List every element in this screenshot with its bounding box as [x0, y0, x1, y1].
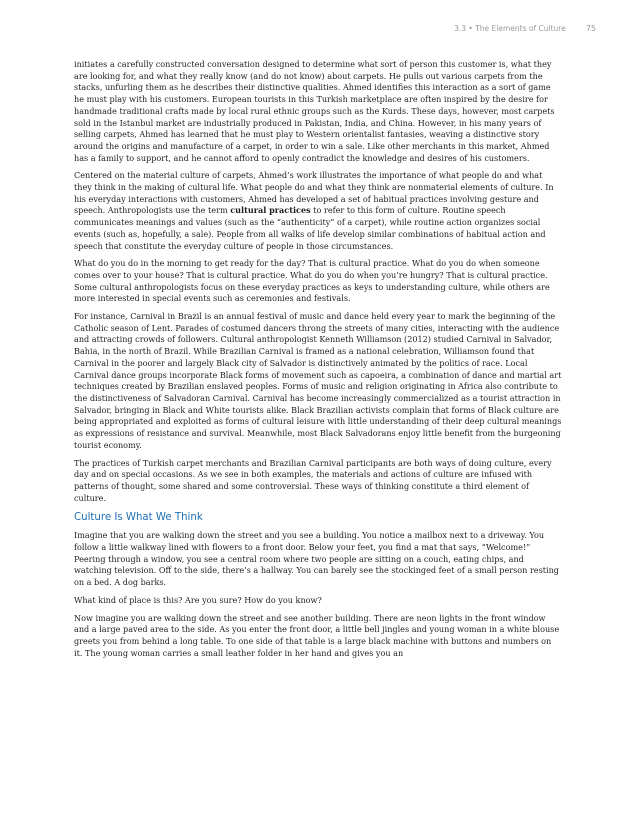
- running-header-section: 3.3 • The Elements of Culture: [454, 24, 566, 33]
- page-number: 75: [585, 24, 596, 33]
- paragraph-cultural-practices: [74, 170, 562, 252]
- paragraph-carpet-conversation: initiates a carefully constructed conversation designed to determine what sort of person this customer is, what they are looking for, and what they really know (and do not know) about carpets. He pulls out various carpets from the stacks, unfurling them as he describes their distinctive qualities. Ahmed identifies this interaction as a sort of game he must play with his customers. European tourists in this Turkish marketplace are often inspired by the desire for handmade traditional crafts made by local rural ethnic groups such as the Kurds. These days, however, most carpets sold in the Istanbul market are industrially produced in Pakistan, India, and China. However, in his many years of selling carpets, Ahmed has learned that he must play to Western orientalist fantasies, weaving a distinctive story around the origins and manufacture of a carpet, in order to win a sale. Like other merchants in this market, Ahmed has a family to support, and he cannot afford to openly contradict the knowledge and desires of his customers.: [74, 59, 555, 163]
- paragraph-doing-culture: The practices of Turkish carpet merchants and Brazilian Carnival participants are both ways of doing culture, every day and on special occasions. As we see in both examples, the materials and actions of culture are infused with patterns of thought, some shared and some controversial. These ways of thinking constitute a third element of culture.: [74, 457, 552, 503]
- running-header: [454, 24, 596, 33]
- paragraph-first-building: Imagine that you are walking down the street and you see a building. You notice a mailbox next to a driveway. You follow a little walkway lined with flowers to a front door. Below your feet, you find a mat that says, “Welcome!” Peering through a window, you see a central room where two people are sitting on a couch, eating chips, and watching television. Off to the side, there’s a hallway. You can barely see the stockinged feet of a small person resting on a bed. A dog barks.: [74, 530, 559, 588]
- key-term-cultural-practices: cultural practices: [230, 205, 311, 216]
- paragraph-carnival: For instance, Carnival in Brazil is an annual festival of music and dance held every year to mark the beginning of the Catholic season of Lent. Parades of costumed dancers throng the streets of many cities, interacting with the audience and attracting crowds of followers. Cultural anthropologist Kenneth Williamson (2012) studied Carnival in Salvador, Bahia, in the north of Brazil. While Brazilian Carnival is framed as a national celebration, Williamson found that Carnival in the poorer and largely Black city of Salvador is distinctively animated by the politics of race. Local Carnival dance groups incorporate Black forms of movement such as capoeira, a combination of dance and martial art techniques created by Brazilian enslaved peoples. Forms of music and religion originating in Africa also contribute to the distinctiveness of Salvadoran Carnival. Carnival has become increasingly commercialized as a tourist attraction in Salvador, bringing in Black and White tourists alike. Black Brazilian activists complain that forms of Black culture are being appropriated and exploited as forms of cultural leisure with little understanding of their deep cultural meanings as expressions of resistance and survival. Meanwhile, most Black Salvadorans enjoy little benefit from the burgeoning tourist economy.: [74, 311, 562, 450]
- paragraph-text: to refer to this form of culture. Routine speech communicates meanings and values (such as the “authenticity” of a carpet), while routine action organizes social events (such as, hopefully, a sale). People from all walks of life develop similar combinations of habitual action and speech that constitute the everyday culture of people in those circumstances.: [74, 205, 546, 251]
- section-heading: Culture Is What We Think: [74, 512, 203, 524]
- paragraph-text: Centered on the material culture of carpets, Ahmed’s work illustrates the importance of what people do and what they think in the making of cultural life. What people do and what they think are nonmaterial elements of culture. In his everyday interactions with customers, Ahmed has developed a set of habitual practices involving gesture and speech. Anthropologists use the term: [74, 170, 554, 216]
- body-text: [74, 59, 562, 665]
- paragraph-second-building: Now imagine you are walking down the street and see another building. There are neon lights in the front window and a large paved area to the side. As you enter the front door, a little bell jingles and young woman in a white blouse greets you from behind a long table. To one side of that table is a large black machine with buttons and numbers on it. The young woman carries a small leather folder in her hand and gives you an: [74, 612, 560, 658]
- paragraph-everyday-practice: What do you do in the morning to get ready for the day? That is cultural practice. What do you do when someone comes over to your house? That is cultural practice. What do you do when you’re hungry? That is cultural practice. Some cultural anthropologists focus on these everyday practices as keys to understanding culture, while others are more interested in special events such as ceremonies and festivals.: [74, 258, 550, 304]
- paragraph-questions: What kind of place is this? Are you sure? How do you know?: [74, 594, 322, 605]
